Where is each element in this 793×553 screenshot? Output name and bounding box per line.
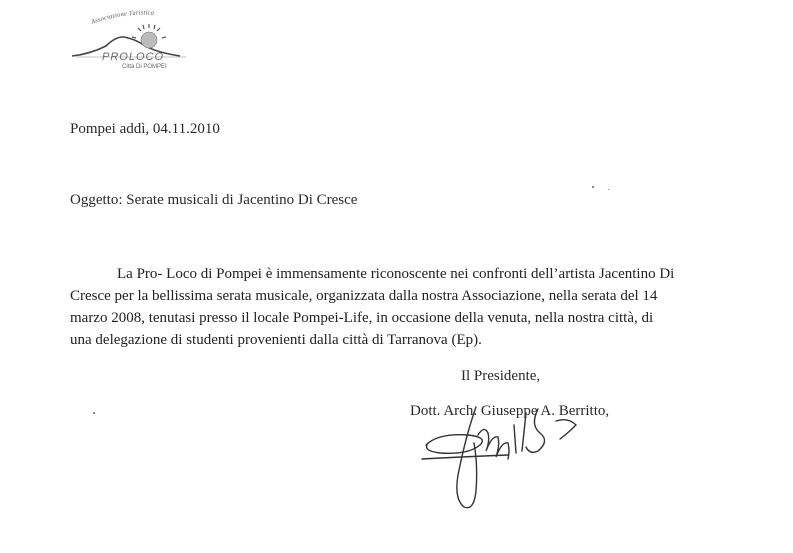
closing-title: Il Presidente, bbox=[461, 368, 541, 384]
logo-arc-text: Associazione Turistica bbox=[90, 10, 155, 26]
proloco-logo bbox=[70, 10, 200, 72]
scan-speck bbox=[93, 412, 95, 414]
handwritten-signature bbox=[418, 395, 593, 520]
logo-title: PROLOCO bbox=[102, 51, 165, 63]
signer-name: Dott. Arch. Giuseppe A. Berritto, bbox=[410, 403, 610, 419]
body-line: Cresce per la bellissima serata musicale, organizzata dalla nostra Associazione, nella serata del 14 bbox=[70, 288, 658, 304]
subject-line: Oggetto: Serate musicali di Jacentino Di Cresce bbox=[70, 192, 358, 208]
letter-body bbox=[70, 263, 730, 351]
scan-speck bbox=[608, 189, 609, 190]
logo-subtitle: Città Di POMPEI bbox=[122, 64, 167, 70]
svg-text:Associazione Turistica bbox=[89, 10, 154, 26]
body-line: una delegazione di studenti provenienti dalla città di Tarranova (Ep). bbox=[70, 332, 482, 348]
date-line: Pompei addì, 04.11.2010 bbox=[70, 121, 220, 137]
body-line: marzo 2008, tenutasi presso il locale Pompei-Life, in occasione della venuta, nella nostra città, di bbox=[70, 310, 654, 326]
scan-speck bbox=[592, 186, 594, 188]
body-line: La Pro- Loco di Pompei è immensamente riconoscente nei confronti dell’artista Jacentino Di bbox=[117, 266, 675, 282]
